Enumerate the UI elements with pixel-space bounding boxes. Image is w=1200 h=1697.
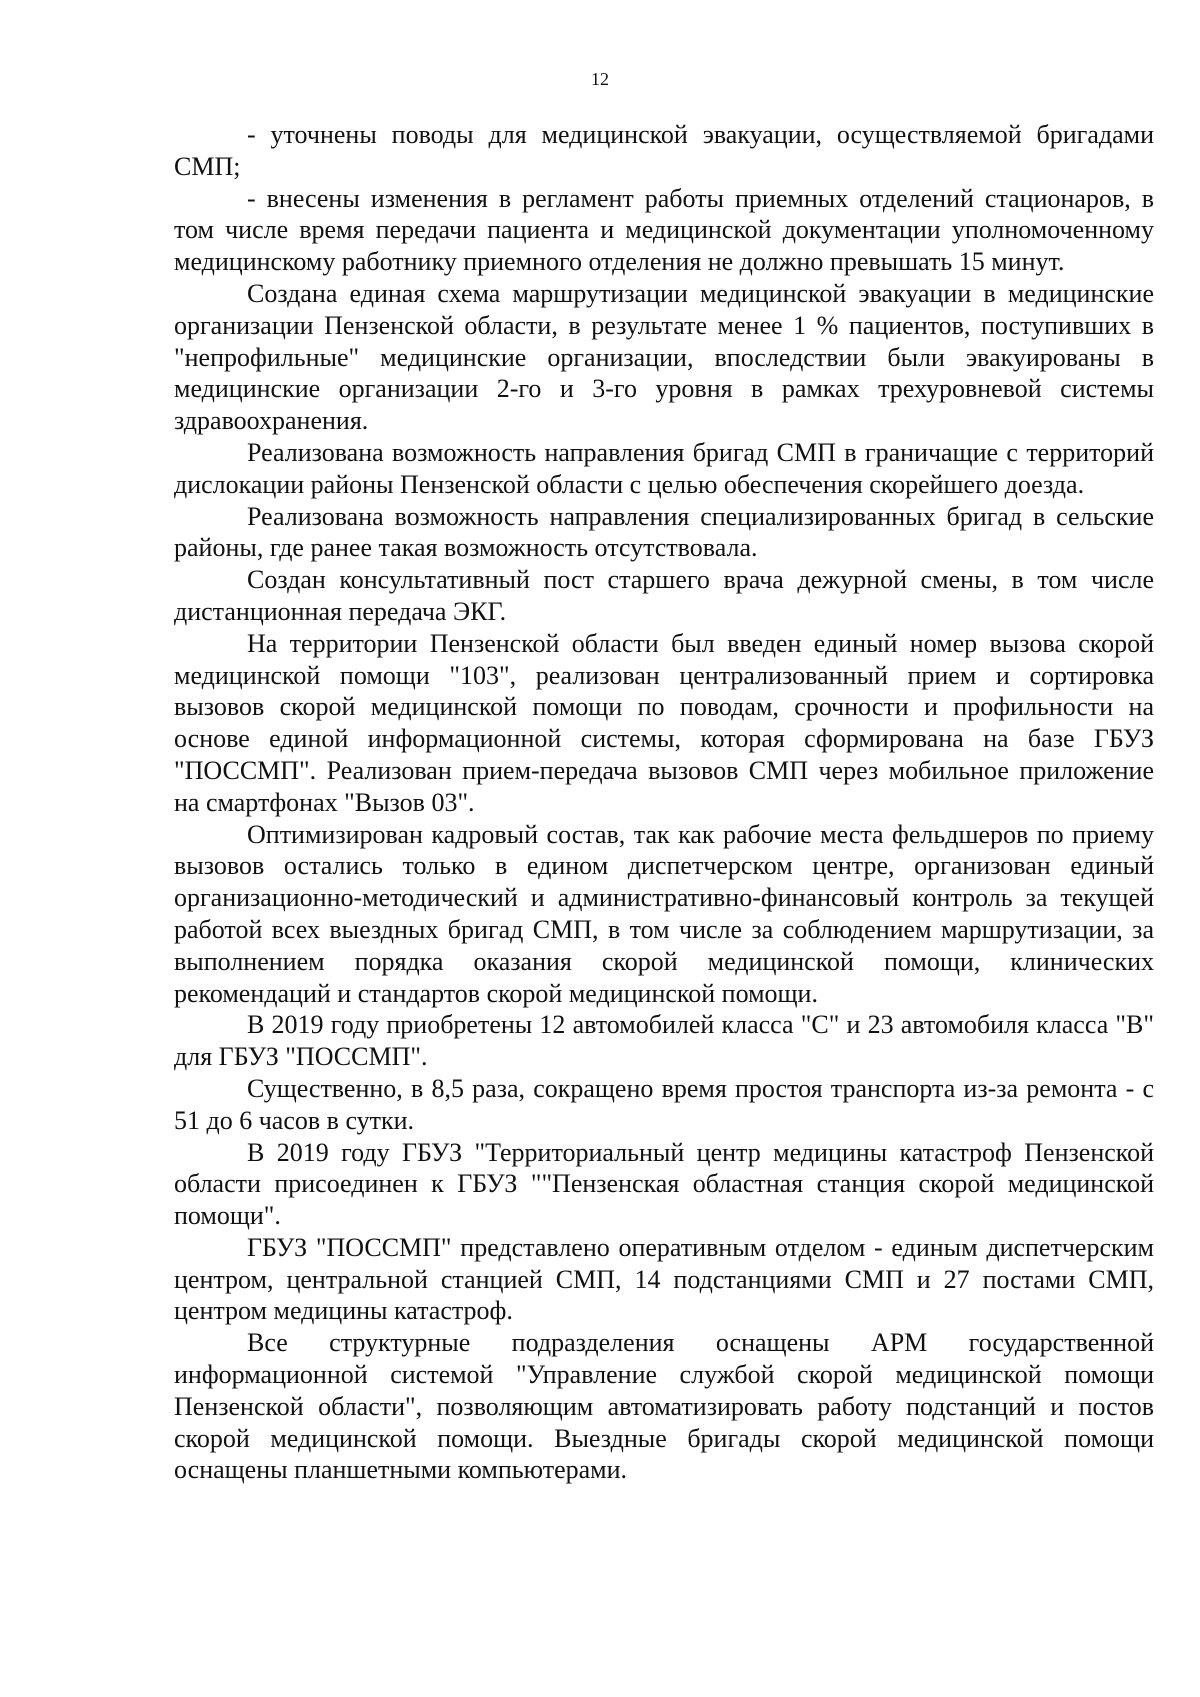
paragraph: Оптимизирован кадровый состав, так как рабочие места фельдшеров по приему вызовов остались только в едином диспетчерском центре, организован единый организационно-методический и административно-финансовый контроль за текущей работой всех выездных бригад СМП, в том числе за соблюдением маршрутизации, за выполнением порядка оказания скорой медицинской помощи, клинических рекомендаций и стандартов скорой медицинской помощи. — [174, 819, 1154, 1008]
paragraph: Реализована возможность направления специализированных бригад в сельские районы, где ранее такая возможность отсутствовала. — [174, 501, 1154, 563]
paragraph: - уточнены поводы для медицинской эвакуации, осуществляемой бригадами СМП; — [174, 120, 1154, 181]
paragraph: Существенно, в 8,5 раза, сокращено время простоя транспорта из-за ремонта - с 51 до 6 часов в сутки. — [174, 1073, 1154, 1135]
paragraph: - внесены изменения в регламент работы приемных отделений стационаров, в том числе время передачи пациента и медицинской документации уполномоченному медицинскому работнику приемного отделения не должно превышать 15 минут. — [174, 183, 1154, 277]
document-body — [174, 119, 1154, 1486]
paragraph: Реализована возможность направления бригад СМП в граничащие с территорий дислокации районы Пензенской области с целью обеспечения скорейшего доезда. — [174, 437, 1154, 499]
paragraph: Создан консультативный пост старшего врача дежурной смены, в том числе дистанционная передача ЭКГ. — [174, 565, 1154, 626]
page-number: 12 — [591, 69, 609, 89]
paragraph: В 2019 году приобретены 12 автомобилей класса "С" и 23 автомобиля класса "В" для ГБУЗ "ПОССМП". — [174, 1010, 1154, 1072]
paragraph: Все структурные подразделения оснащены АРМ государственной информационной системой "Управление службой скорой медицинской помощи Пензенской области", позволяющим автоматизировать работу подстанций и постов скорой медицинской помощи. Выездные бригады скорой медицинской помощи оснащены планшетными компьютерами. — [174, 1328, 1154, 1485]
paragraph: Создана единая схема маршрутизации медицинской эвакуации в медицинские организации Пензенской области, в результате менее 1 % пациентов, поступивших в "непрофильные" медицинские организации, впоследствии были эвакуированы в медицинские организации 2-го и 3-го уровня в рамках трехуровневой системы здравоохранения. — [174, 278, 1154, 436]
paragraph: В 2019 году ГБУЗ "Территориальный центр медицины катастроф Пензенской области присоединен к ГБУЗ ""Пензенская областная станция скорой медицинской помощи". — [174, 1137, 1154, 1231]
paragraph: На территории Пензенской области был введен единый номер вызова скорой медицинской помощи "103", реализован централизованный прием и сортировка вызовов скорой медицинской помощи по поводам, срочности и профильности на основе единой информационной системы, которая сформирована на базе ГБУЗ "ПОССМП". Реализован прием-передача вызовов СМП через мобильное приложение на смартфонах "Вызов 03". — [174, 628, 1154, 817]
paragraph: ГБУЗ "ПОССМП" представлено оперативным отделом - единым диспетчерским центром, центральной станцией СМП, 14 подстанциями СМП и 27 постами СМП, центром медицины катастроф. — [174, 1232, 1154, 1326]
